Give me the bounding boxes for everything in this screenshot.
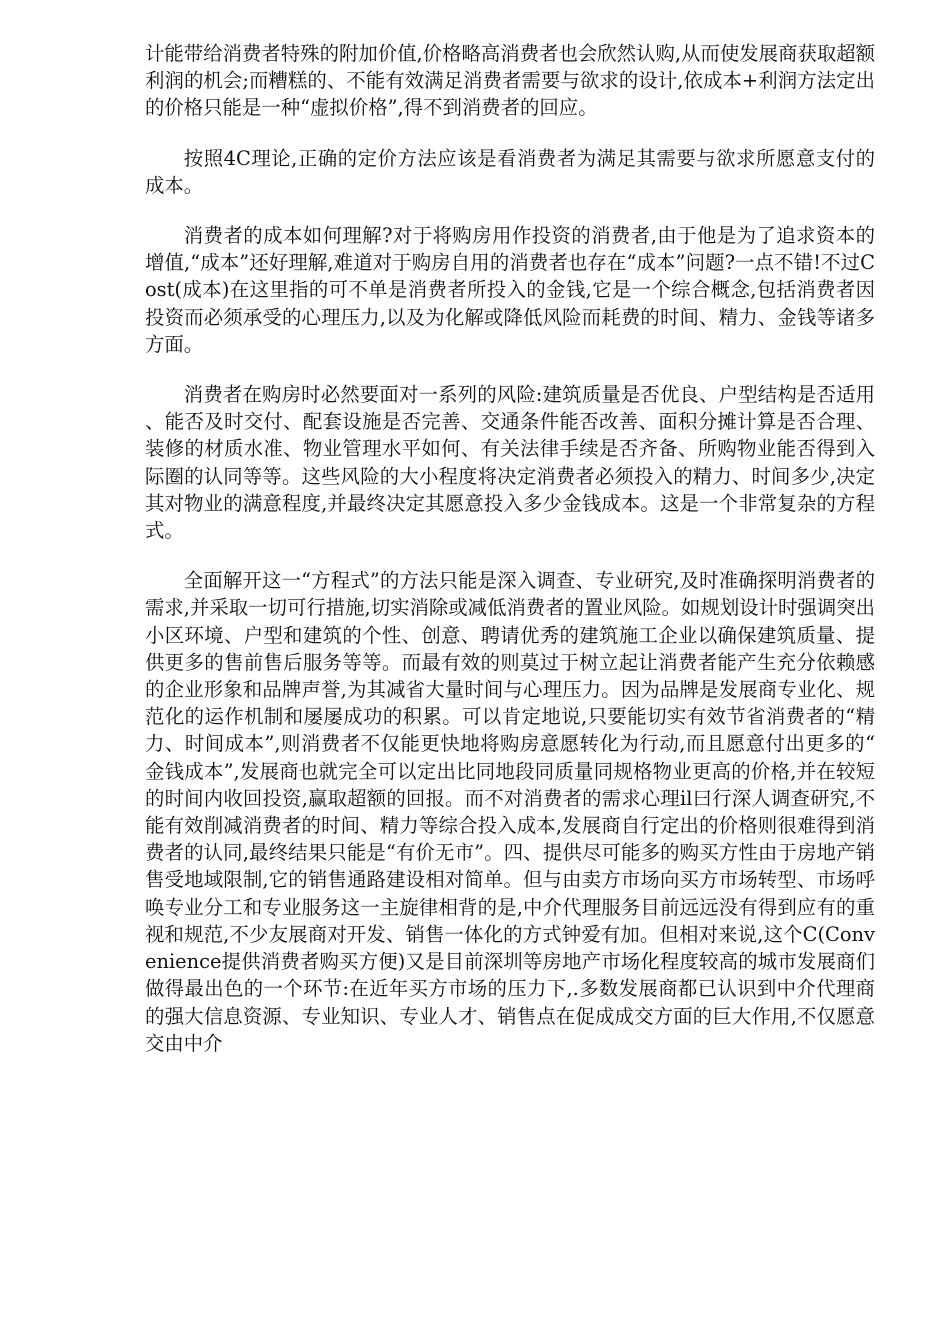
paragraph-purchase-risks: 消费者在购房时必然要面对一系列的风险:建筑质量是否优良、户型结构是否适用、能否及时交付、配套设施是否完善、交通条件能否改善、面积分摊计算是否合理、装修的材质水准、物业管理水平如何、有关法律手续是否齐备、所购物业能否得到入际圈的认同等等。这些风险的大小程度将决定消费者必须投入的精力、时间多少,决定其对物业的满意程度,并最终决定其愿意投入多少金钱成本。这是一个非常复杂的方程式。 (145, 383, 875, 543)
document-page (145, 40, 875, 1080)
paragraph-solving-equation: 全面解开这一“方程式”的方法只能是深入调查、专业研究,及时准确探明消费者的需求,并采取一切可行措施,切实消除或减低消费者的置业风险。如规划设计时强调突出小区环境、户型和建筑的个性、创意、聘请优秀的建筑施工企业以确保建筑质量、提供更多的售前售后服务等等。而最有效的则莫过于树立起让消费者能产生充分依赖感的企业形象和品牌声誉,为其减省大量时间与心理压力。因为品牌是发展商专业化、规范化的运作机制和屡屡成功的积累。可以肯定地说,只要能切实有效节省消费者的“精力、时间成本”,则消费者不仅能更快地将购房意愿转化为行动,而且愿意付出更多的“金钱成本”,发展商也就完全可以定出比同地段同质量同规格物业更高的价格,并在较短的时间内收回投资,赢取超额的回报。而不对消费者的需求心理il曰行深人调查研究,不能有效削减消费者的时间、精力等综合投入成本,发展商自行定出的价格则很难得到消费者的认同,最终结果只能是“有价无市”。四、提供尽可能多的购买方性由于房地产销售受地域限制,它的销售通路建设相对简单。但与由卖方市场向买方市场转型、市场呼唤专业分工和专业服务这一主旋律相背的是,中介代理服务目前远远没有得到应有的重视和规范,不少友展商对开发、销售一体化的方式钟爱有加。但相对来说,这个C(Convenience提供消费者购买方便)又是目前深圳等房地产市场化程度较高的城市发展商们做得最出色的一个环节:在近年买方市场的压力下,.多数发展商都已认识到中介代理商的强大信息资源、专业知识、专业人才、销售点在促成成交方面的巨大作用,不仅愿意交由中介 (145, 569, 875, 1055)
paragraph-consumer-cost: 消费者的成本如何理解?对于将购房用作投资的消费者,由于他是为了追求资本的增值,“成本”还好理解,难道对于购房自用的消费者也存在“成本”问题?一点不错!不过Cost(成本)在这里指的可不单是消费者所投入的金钱,它是一个综合概念,包括消费者因投资而必须承受的心理压力,以及为化解或降低风险而耗费的时间、精力、金钱等诸多方面。 (145, 224, 875, 356)
paragraph-4c-theory: 按照4C理论,正确的定价方法应该是看消费者为满足其需要与欲求所愿意支付的成本。 (145, 146, 875, 197)
paragraph-continuation: 计能带给消费者特殊的附加价值,价格略高消费者也会欣然认购,从而使发展商获取超额利润的机会;而糟糕的、不能有效满足消费者需要与欲求的设计,依成本+利润方法定出的价格只能是一种“虚拟价格”,得不到消费者的回应。 (145, 42, 875, 120)
